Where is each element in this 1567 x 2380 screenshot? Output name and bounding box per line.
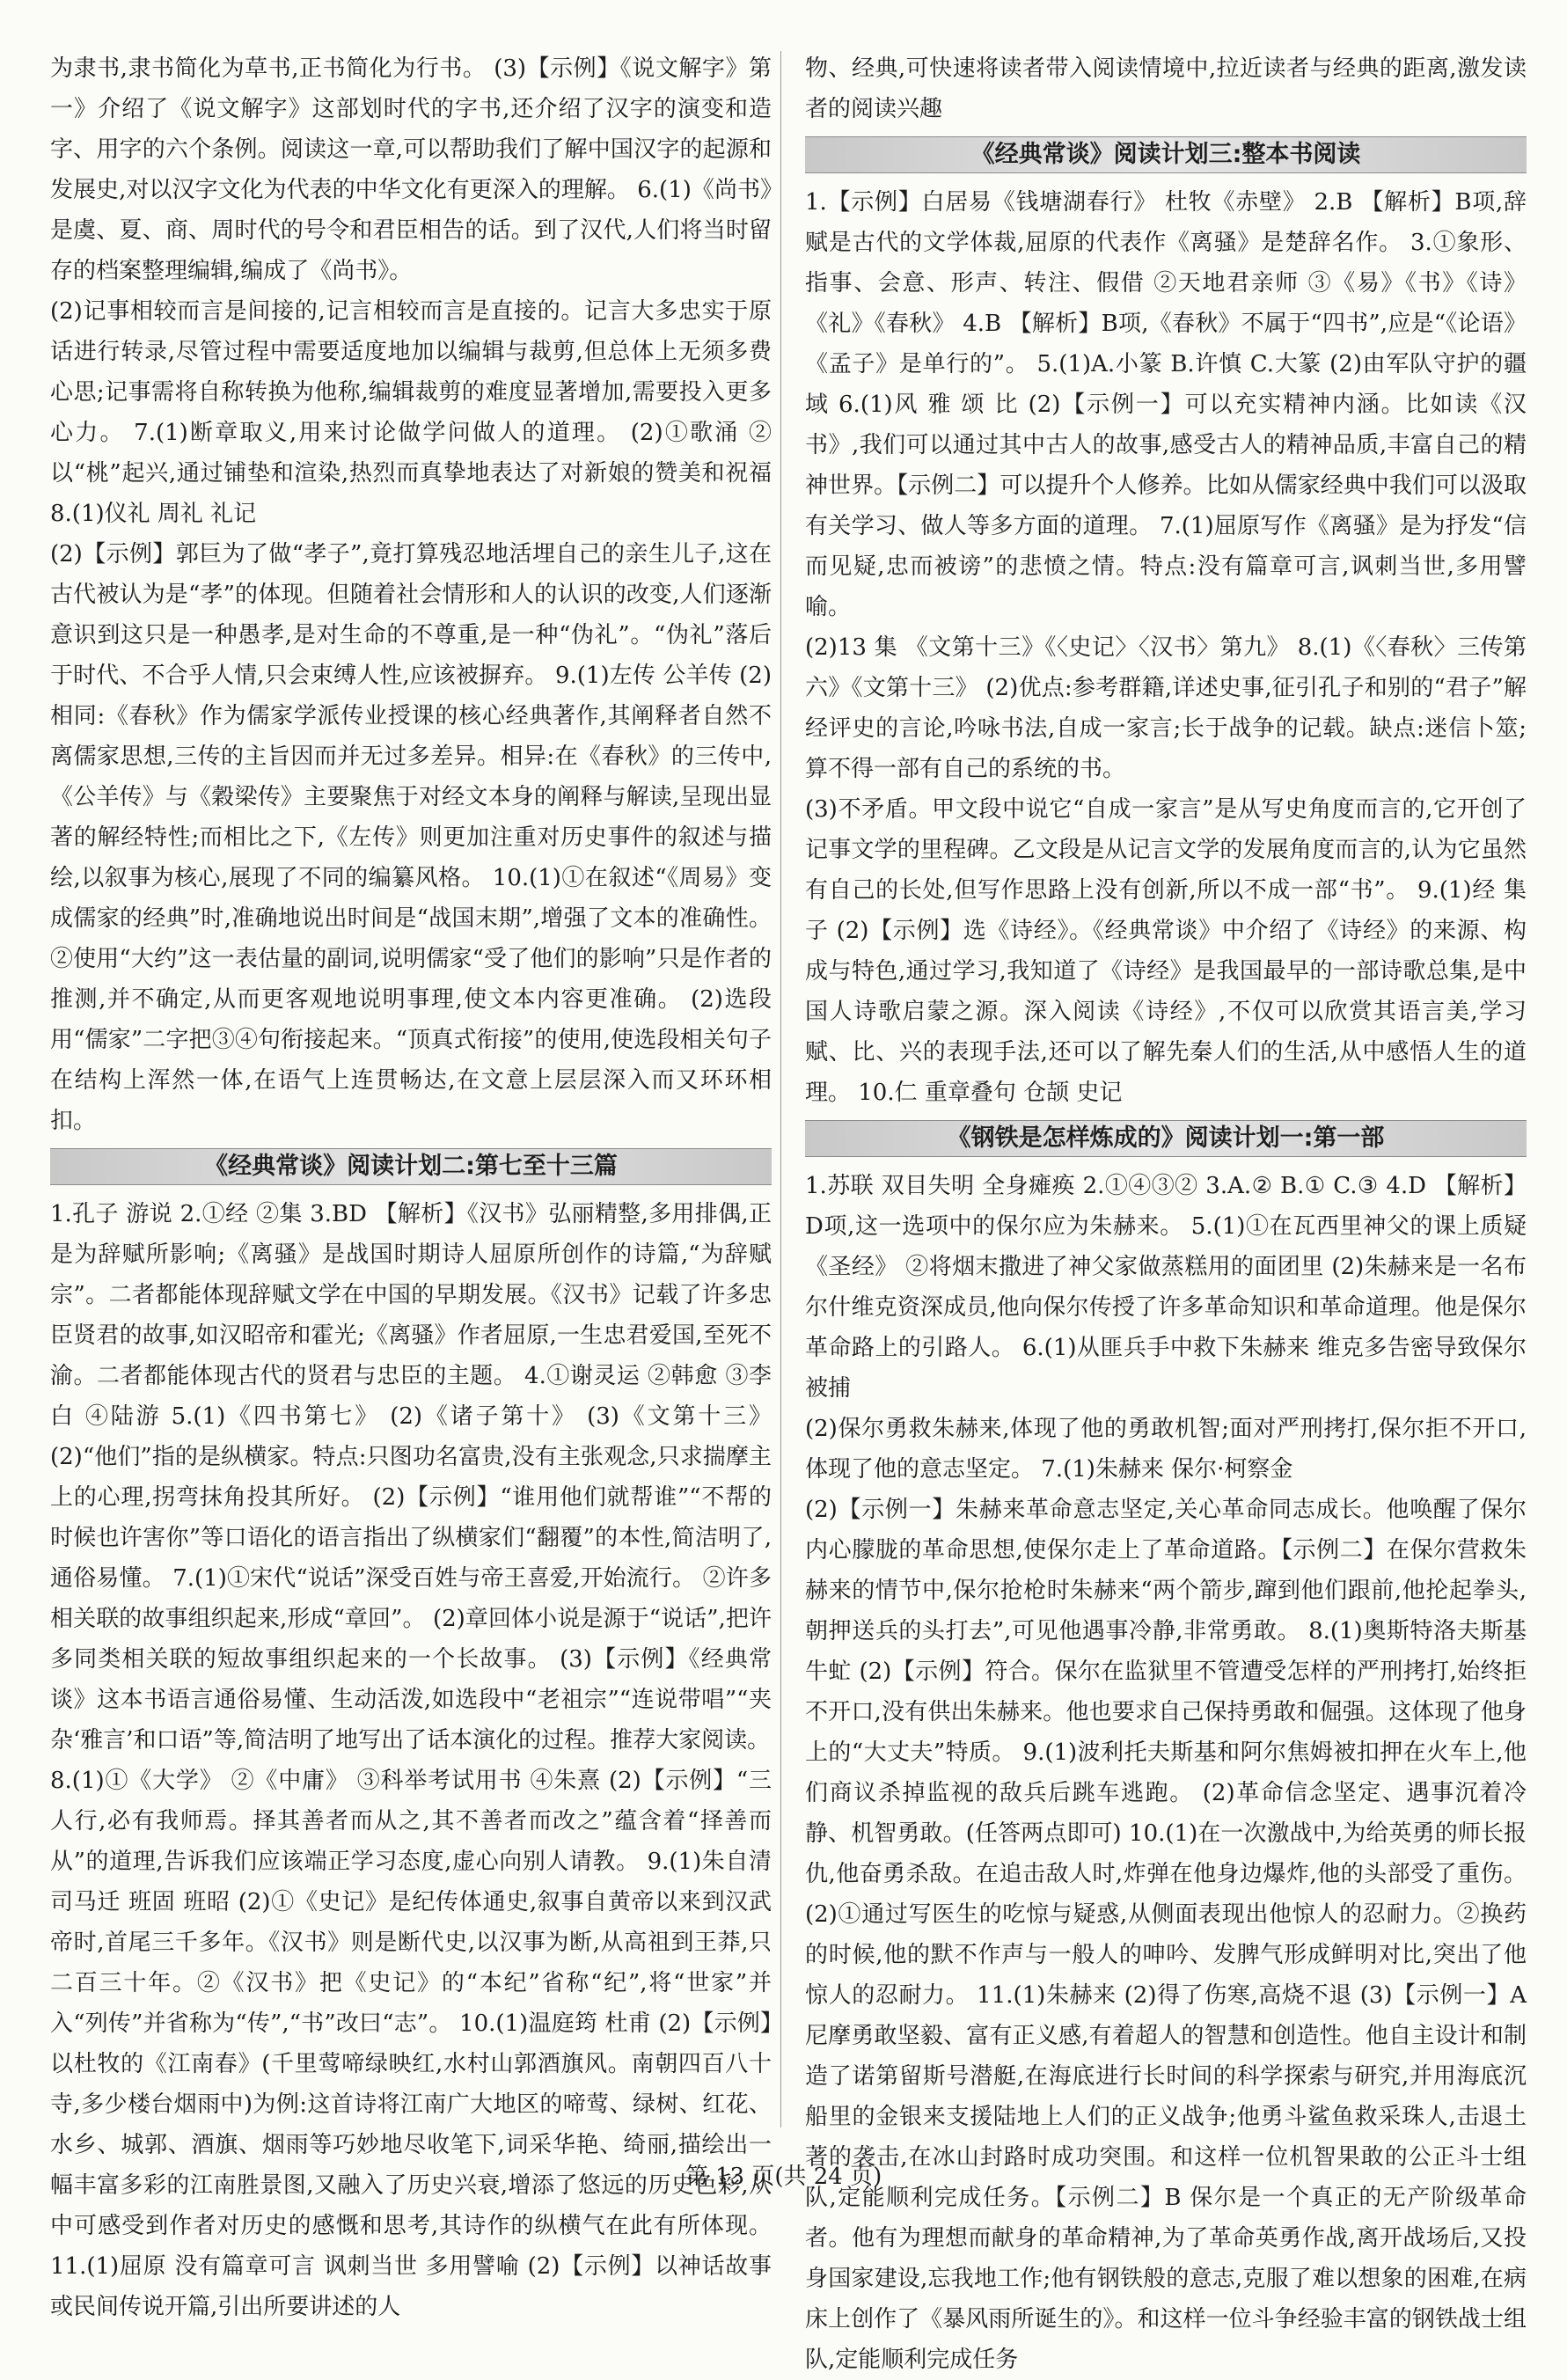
- left-paragraph: (2)【示例】郭巨为了做“孝子”,竟打算残忍地活埋自己的亲生儿子,这在古代被认为是“孝”的体现。但随着社会情形和人的认识的改变,人们逐渐意识到这只是一种愚孝,是对生命的不尊重,是一种“伪礼”。“伪礼”落后于时代、不合乎人情,只会束缚人性,应该被摒弃。 9.(1)左传 公羊传 (2)相同:《春秋》作为儒家学派传业授课的核心经典著作,其阐释者自然不离儒家思想,三传的主旨因而并无过多差异。相异:在《春秋》的三传中,《公羊传》与《穀梁传》主要聚焦于对经文本身的阐释与解读,呈现出显著的解经特性;而相比之下,《左传》则更加注重对历史事件的叙述与描绘,以叙事为核心,展现了不同的编纂风格。 10.(1)①在叙述“《周易》变成儒家的经典”时,准确地说出时间是“战国末期”,增强了文本的准确性。②使用“大约”这一表估量的副词,说明儒家“受了他们的影响”只是作者的推测,并不确定,从而更客观地说明事理,使文本内容更准确。 (2)选段用“儒家”二字把③④句衔接起来。“顶真式衔接”的使用,使选段相关句子在结构上浑然一体,在语气上连贯畅达,在文意上层层深入而又环环相扣。: [50, 541, 772, 1134]
- left-paragraph: (2)记事相较而言是间接的,记言相较而言是直接的。记言大多忠实于原话进行转录,尽管过程中需要适度地加以编辑与裁剪,但总体上无须多费心思;记事需将自称转换为他称,编辑裁剪的难度显著增加,需要投入更多心力。 7.(1)断章取义,用来讨论做学问做人的道理。 (2)①歌涌 ②以“桃”起兴,通过铺垫和渲染,热烈而真挚地表达了对新娘的赞美和祝福 8.(1)仪礼 周礼 礼记: [50, 298, 772, 527]
- right-paragraph: 1.【示例】白居易《钱塘湖春行》 杜牧《赤壁》 2.B 【解析】B项,辞赋是古代的文学体裁,屈原的代表作《离骚》是楚辞名作。 3.①象形、指事、会意、形声、转注、假借 ②天地君亲师 ③《易》《书》《诗》《礼》《春秋》 4.B 【解析】B项,《春秋》不属于“四书”,应是“《论语》《孟子》是单行的”。 5.(1)A.小篆 B.许慎 C.大篆 (2)由军队守护的疆域 6.(1)风 雅 颂 比 (2)【示例一】可以充实精神内涵。比如读《汉书》,我们可以通过其中古人的故事,感受古人的精神品质,丰富自己的精神世界。【示例二】可以提升个人修养。比如从儒家经典中我们可以汲取有关学习、做人等多方面的道理。 7.(1)屈原写作《离骚》是为抒发“信而见疑,忠而被谤”的悲愤之情。特点:没有篇章可言,讽刺当世,多用譬喻。: [805, 189, 1527, 620]
- right-column: [805, 48, 1527, 2380]
- left-paragraph: 1.孔子 游说 2.①经 ②集 3.BD 【解析】《汉书》弘丽精整,多用排偶,正是为辞赋所影响;《离骚》是战国时期诗人屈原所创作的诗篇,“为辞赋宗”。二者都能体现辞赋文学在中国的早期发展。《汉书》记载了许多忠臣贤君的故事,如汉昭帝和霍光;《离骚》作者屈原,一生忠君爱国,至死不渝。二者都能体现古代的贤君与忠臣的主题。 4.①谢灵运 ②韩愈 ③李白 ④陆游 5.(1)《四书第七》 (2)《诸子第十》 (3)《文第十三》 (2)“他们”指的是纵横家。特点:只图功名富贵,没有主张观念,只求揣摩主上的心理,拐弯抹角投其所好。 (2)【示例】“谁用他们就帮谁”“不帮的时候也许害你”等口语化的语言指出了纵横家们“翻覆”的本性,简洁明了,通俗易懂。 7.(1)①宋代“说话”深受百姓与帝王喜爱,开始流行。 ②许多相关联的故事组织起来,形成“章回”。 (2)章回体小说是源于“说话”,把许多同类相关联的短故事组织起来的一个长故事。 (3)【示例】《经典常谈》这本书语言通俗易懂、生动活泼,如选段中“老祖宗”“连说带唱”“夹杂‘雅言’和口语”等,简洁明了地写出了话本演化的过程。推荐大家阅读。: [50, 1201, 772, 1754]
- page-footer: 第 13 页(共 24 页): [685, 2164, 882, 2190]
- left-column: [50, 48, 772, 2327]
- right-paragraph: 物、经典,可快速将读者带入阅读情境中,拉近读者与经典的距离,激发读者的阅读兴趣: [805, 55, 1527, 122]
- left-paragraph: 为隶书,隶书简化为草书,正书简化为行书。 (3)【示例】《说文解字》第一》介绍了《说文解字》这部划时代的字书,还介绍了汉字的演变和造字、用字的六个条例。阅读这一章,可以帮助我们了解中国汉字的起源和发展史,对以汉字文化为代表的中华文化有更深入的理解。 6.(1)《尚书》是虞、夏、商、周时代的号令和君臣相告的话。到了汉代,人们将当时留存的档案整理编辑,编成了《尚书》。: [50, 55, 772, 284]
- right-paragraph: (2)【示例一】朱赫来革命意志坚定,关心革命同志成长。他唤醒了保尔内心朦胧的革命思想,使保尔走上了革命道路。【示例二】在保尔营救朱赫来的情节中,保尔抢枪时朱赫来“两个箭步,蹿到他们跟前,他抡起拳头,朝押送兵的头打去”,可见他遇事冷静,非常勇敢。 8.(1)奥斯特洛夫斯基 牛虻 (2)【示例】符合。保尔在监狱里不管遭受怎样的严刑拷打,始终拒不开口,没有供出朱赫来。他也要求自己保持勇敢和倔强。这体现了他身上的“大丈夫”特质。 9.(1)波利托夫斯基和阿尔焦姆被扣押在火车上,他们商议杀掉监视的敌兵后跳车逃跑。 (2)革命信念坚定、遇事沉着冷静、机智勇敢。(任答两点即可) 10.(1)在一次激战中,为给英勇的师长报仇,他奋勇杀敌。在追击敌人时,炸弹在他身边爆炸,他的头部受了重伤。 (2)①通过写医生的吃惊与疑惑,从侧面表现出他惊人的忍耐力。②换药的时候,他的默不作声与一般人的呻吟、发脾气形成鲜明对比,突出了他惊人的忍耐力。 11.(1)朱赫来 (2)得了伤寒,高烧不退 (3)【示例一】A 尼摩勇敢坚毅、富有正义感,有着超人的智慧和创造性。他自主设计和制造了诺第留斯号潜艇,在海底进行长时间的科学探索与研究,并用海底沉船里的金银来支援陆地上人们的正义战争;他勇斗鲨鱼救采珠人,击退土著的袭击,在冰山封路时成功突围。和这样一位机智果敢的公正斗士组队,定能顺利完成任务。【示例二】B 保尔是一个真正的无产阶级革命者。他有为理想而献身的革命精神,为了革命英勇作战,离开战场后,又投身国家建设,忘我地工作;他有钢铁般的意志,克服了难以想象的困难,在病床上创作了《暴风雨所诞生的》。和这样一位斗争经验丰富的钢铁战士组队,定能顺利完成任务: [805, 1497, 1527, 2373]
- right-paragraph: (3)不矛盾。甲文段中说它“自成一家言”是从写史角度而言的,它开创了记事文学的里程碑。乙文段是从记言文学的发展角度而言的,认为它虽然有自己的长处,但写作思路上没有创新,所以不成一部“书”。 9.(1)经 集 子 (2)【示例】选《诗经》。《经典常谈》中介绍了《诗经》的来源、构成与特色,通过学习,我知道了《诗经》是我国最早的一部诗歌总集,是中国人诗歌启蒙之源。深入阅读《诗经》,不仅可以欣赏其语言美,学习赋、比、兴的表现手法,还可以了解先秦人们的生活,从中感悟人生的道理。 10.仁 重章叠句 仓颉 史记: [805, 796, 1527, 1106]
- column-divider: [780, 51, 781, 2127]
- section-header-plan-two: 《经典常谈》阅读计划二:第七至十三篇: [50, 1148, 772, 1185]
- left-paragraph: 8.(1)①《大学》 ②《中庸》 ③科举考试用书 ④朱熹 (2)【示例】“三人行,必有我师焉。择其善者而从之,其不善者而改之”蕴含着“择善而从”的道理,告诉我们应该端正学习态度,虚心向别人请教。 9.(1)朱自清 司马迁 班固 班昭 (2)①《史记》是纪传体通史,叙事自黄帝以来到汉武帝时,首尾三千多年。《汉书》则是断代史,以汉事为断,从高祖到王莽,只二百三十年。②《汉书》把《史记》的“本纪”省称“纪”,将“世家”并入“列传”并省称为“传”,“书”改曰“志”。 10.(1)温庭筠 杜甫 (2)【示例】以杜牧的《江南春》(千里莺啼绿映红,水村山郭酒旗风。南朝四百八十寺,多少楼台烟雨中)为例:这首诗将江南广大地区的啼莺、绿树、红花、水乡、城郭、酒旗、烟雨等巧妙地尽收笔下,词采华艳、绮丽,描绘出一幅丰富多彩的江南胜景图,又融入了历史兴衰,增添了悠远的历史色彩,从中可感受到作者对历史的感慨和思考,其诗作的纵横气在此有所体现。 11.(1)屈原 没有篇章可言 讽刺当世 多用譬喻 (2)【示例】以神话故事或民间传说开篇,引出所要讲述的人: [50, 1768, 772, 2320]
- section-header-steel-plan-one: 《钢铁是怎样炼成的》阅读计划一:第一部: [805, 1120, 1527, 1157]
- section-header-plan-three: 《经典常谈》阅读计划三:整本书阅读: [805, 136, 1527, 173]
- right-paragraph: (2)13 集 《文第十三》《〈史记〉〈汉书〉第九》 8.(1)《〈春秋〉三传第六》《文第十三》 (2)优点:参考群籍,详述史事,征引孔子和别的“君子”解经评史的言论,吟咏书法,自成一家言;长于战争的记载。缺点:迷信卜筮;算不得一部有自己的系统的书。: [805, 634, 1527, 782]
- right-paragraph: (2)保尔勇救朱赫来,体现了他的勇敢机智;面对严刑拷打,保尔拒不开口,体现了他的意志坚定。 7.(1)朱赫来 保尔·柯察金: [805, 1416, 1527, 1483]
- right-paragraph: 1.苏联 双目失明 全身瘫痪 2.①④③② 3.A.② B.① C.③ 4.D 【解析】D项,这一选项中的保尔应为朱赫来。 5.(1)①在瓦西里神父的课上质疑《圣经》 ②将烟末撒进了神父家做蒸糕用的面团里 (2)朱赫来是一名布尔什维克资深成员,他向保尔传授了许多革命知识和革命道理。他是保尔革命路上的引路人。 6.(1)从匪兵手中救下朱赫来 维克多告密导致保尔被捕: [805, 1173, 1527, 1402]
